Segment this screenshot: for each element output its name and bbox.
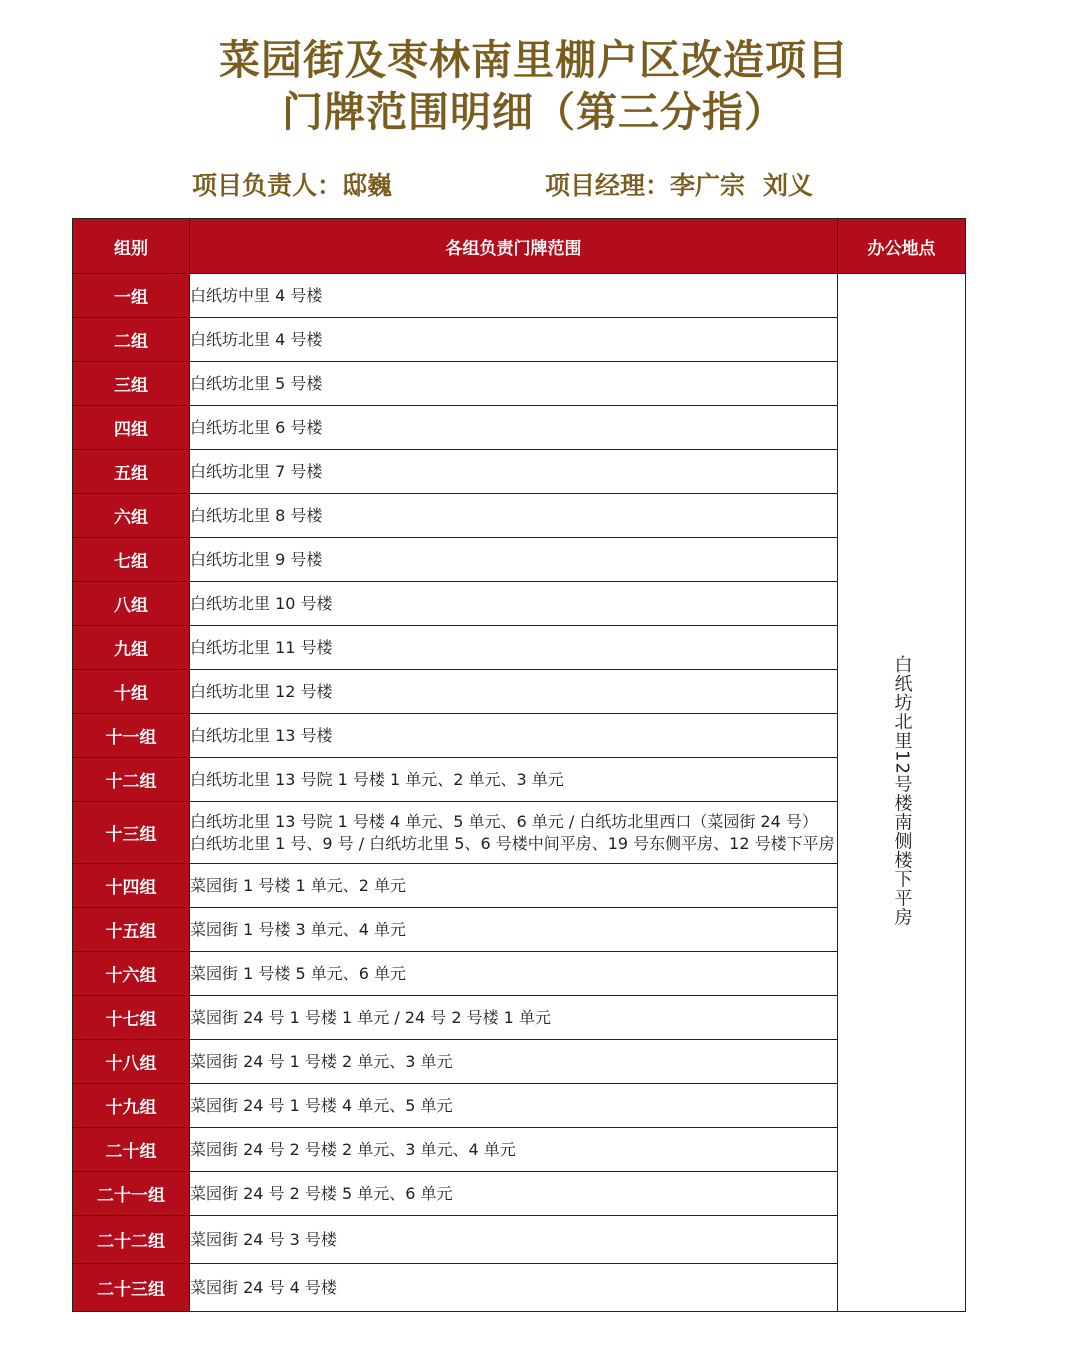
group-cell: 十五组 — [73, 908, 190, 952]
group-cell: 十一组 — [73, 714, 190, 758]
table-row — [73, 758, 966, 802]
range-line: 菜园街 24 号 1 号楼 4 单元、5 单元 — [190, 1095, 453, 1115]
responsible-name: 邸巍 — [342, 171, 393, 200]
page-title: 菜园街及枣林南里棚户区改造项目 — [219, 36, 849, 84]
group-cell: 十六组 — [73, 952, 190, 996]
table-row — [73, 1084, 966, 1128]
range-cell — [190, 1172, 838, 1216]
range-line: 菜园街 1 号楼 5 单元、6 单元 — [190, 963, 406, 983]
range-cell — [190, 1128, 838, 1172]
table-row — [73, 908, 966, 952]
range-line: 白纸坊北里 13 号院 1 号楼 1 单元、2 单元、3 单元 — [190, 769, 564, 789]
office-location: 白纸坊北里12号楼南侧楼下平房 — [891, 654, 913, 927]
range-cell — [190, 1040, 838, 1084]
range-cell — [190, 538, 838, 582]
table-row — [73, 802, 966, 864]
range-cell — [190, 670, 838, 714]
range-cell — [190, 582, 838, 626]
table-row — [73, 714, 966, 758]
range-cell — [190, 494, 838, 538]
group-cell: 一组 — [73, 274, 190, 318]
page-subtitle: 门牌范围明细（第三分指） — [282, 88, 786, 136]
group-cell: 二十二组 — [73, 1216, 190, 1264]
column-header-range: 各组负责门牌范围 — [190, 219, 838, 274]
group-cell: 十八组 — [73, 1040, 190, 1084]
range-line: 白纸坊北里 11 号楼 — [190, 637, 333, 657]
range-line: 白纸坊北里 10 号楼 — [190, 593, 333, 613]
group-cell: 七组 — [73, 538, 190, 582]
group-cell: 四组 — [73, 406, 190, 450]
table-row — [73, 1040, 966, 1084]
range-cell — [190, 318, 838, 362]
table-row — [73, 670, 966, 714]
range-cell — [190, 864, 838, 908]
range-line: 菜园街 1 号楼 1 单元、2 单元 — [190, 875, 406, 895]
range-line: 白纸坊北里 8 号楼 — [190, 505, 323, 525]
range-line: 白纸坊中里 4 号楼 — [190, 285, 323, 305]
range-line: 白纸坊北里 4 号楼 — [190, 329, 323, 349]
group-cell: 十二组 — [73, 758, 190, 802]
table-row — [73, 1264, 966, 1312]
roster-table — [72, 218, 966, 1312]
range-cell — [190, 714, 838, 758]
range-cell — [190, 758, 838, 802]
responsible-person — [192, 166, 392, 202]
range-line: 白纸坊北里 9 号楼 — [190, 549, 323, 569]
group-cell: 五组 — [73, 450, 190, 494]
range-cell — [190, 450, 838, 494]
project-managers — [545, 166, 813, 202]
range-cell — [190, 1264, 838, 1312]
range-line: 白纸坊北里 5 号楼 — [190, 373, 323, 393]
office-cell — [838, 274, 966, 1312]
group-cell: 二十组 — [73, 1128, 190, 1172]
table-row — [73, 864, 966, 908]
range-line: 菜园街 24 号 1 号楼 2 单元、3 单元 — [190, 1051, 453, 1071]
range-cell — [190, 996, 838, 1040]
range-cell — [190, 1216, 838, 1264]
range-line: 白纸坊北里 6 号楼 — [190, 417, 323, 437]
group-cell: 二组 — [73, 318, 190, 362]
range-cell — [190, 802, 838, 864]
table-row — [73, 952, 966, 996]
table-header-row — [73, 219, 966, 274]
range-line: 菜园街 24 号 4 号楼 — [190, 1277, 337, 1297]
range-line: 白纸坊北里 12 号楼 — [190, 681, 333, 701]
range-cell — [190, 406, 838, 450]
table-row — [73, 538, 966, 582]
range-line: 白纸坊北里 1 号、9 号 / 白纸坊北里 5、6 号楼中间平房、19 号东侧平房、12 号楼下平房 — [190, 833, 835, 853]
range-line: 菜园街 24 号 3 号楼 — [190, 1229, 337, 1249]
group-cell: 十三组 — [73, 802, 190, 864]
range-line: 菜园街 24 号 1 号楼 1 单元 / 24 号 2 号楼 1 单元 — [190, 1007, 551, 1027]
table-row — [73, 274, 966, 318]
table-row — [73, 362, 966, 406]
column-header-office: 办公地点 — [838, 219, 966, 274]
table-row — [73, 1128, 966, 1172]
table-row — [73, 494, 966, 538]
range-line: 菜园街 24 号 2 号楼 5 单元、6 单元 — [190, 1183, 453, 1203]
group-cell: 二十三组 — [73, 1264, 190, 1312]
manager-name: 刘义 — [763, 171, 814, 200]
group-cell: 九组 — [73, 626, 190, 670]
table-row — [73, 626, 966, 670]
group-cell: 二十一组 — [73, 1172, 190, 1216]
range-line: 白纸坊北里 13 号楼 — [190, 725, 333, 745]
range-line: 菜园街 24 号 2 号楼 2 单元、3 单元、4 单元 — [190, 1139, 516, 1159]
group-cell: 六组 — [73, 494, 190, 538]
responsible-label: 项目负责人： — [192, 171, 343, 200]
group-cell: 十九组 — [73, 1084, 190, 1128]
range-cell — [190, 362, 838, 406]
range-line: 白纸坊北里 13 号院 1 号楼 4 单元、5 单元、6 单元 / 白纸坊北里西口（菜园街 24 号） — [190, 811, 818, 831]
group-cell: 十四组 — [73, 864, 190, 908]
table-row — [73, 582, 966, 626]
manager-label: 项目经理： — [545, 171, 671, 200]
column-header-group: 组别 — [73, 219, 190, 274]
group-cell: 三组 — [73, 362, 190, 406]
range-cell — [190, 626, 838, 670]
range-line: 白纸坊北里 7 号楼 — [190, 461, 323, 481]
range-cell — [190, 274, 838, 318]
table-row — [73, 318, 966, 362]
range-line: 菜园街 1 号楼 3 单元、4 单元 — [190, 919, 406, 939]
group-cell: 十组 — [73, 670, 190, 714]
table-row — [73, 1216, 966, 1264]
range-cell — [190, 908, 838, 952]
manager-name: 李广宗 — [670, 171, 746, 200]
group-cell: 十七组 — [73, 996, 190, 1040]
range-cell — [190, 1084, 838, 1128]
table-row — [73, 996, 966, 1040]
group-cell: 八组 — [73, 582, 190, 626]
table-row — [73, 450, 966, 494]
table-row — [73, 1172, 966, 1216]
range-cell — [190, 952, 838, 996]
table-row — [73, 406, 966, 450]
